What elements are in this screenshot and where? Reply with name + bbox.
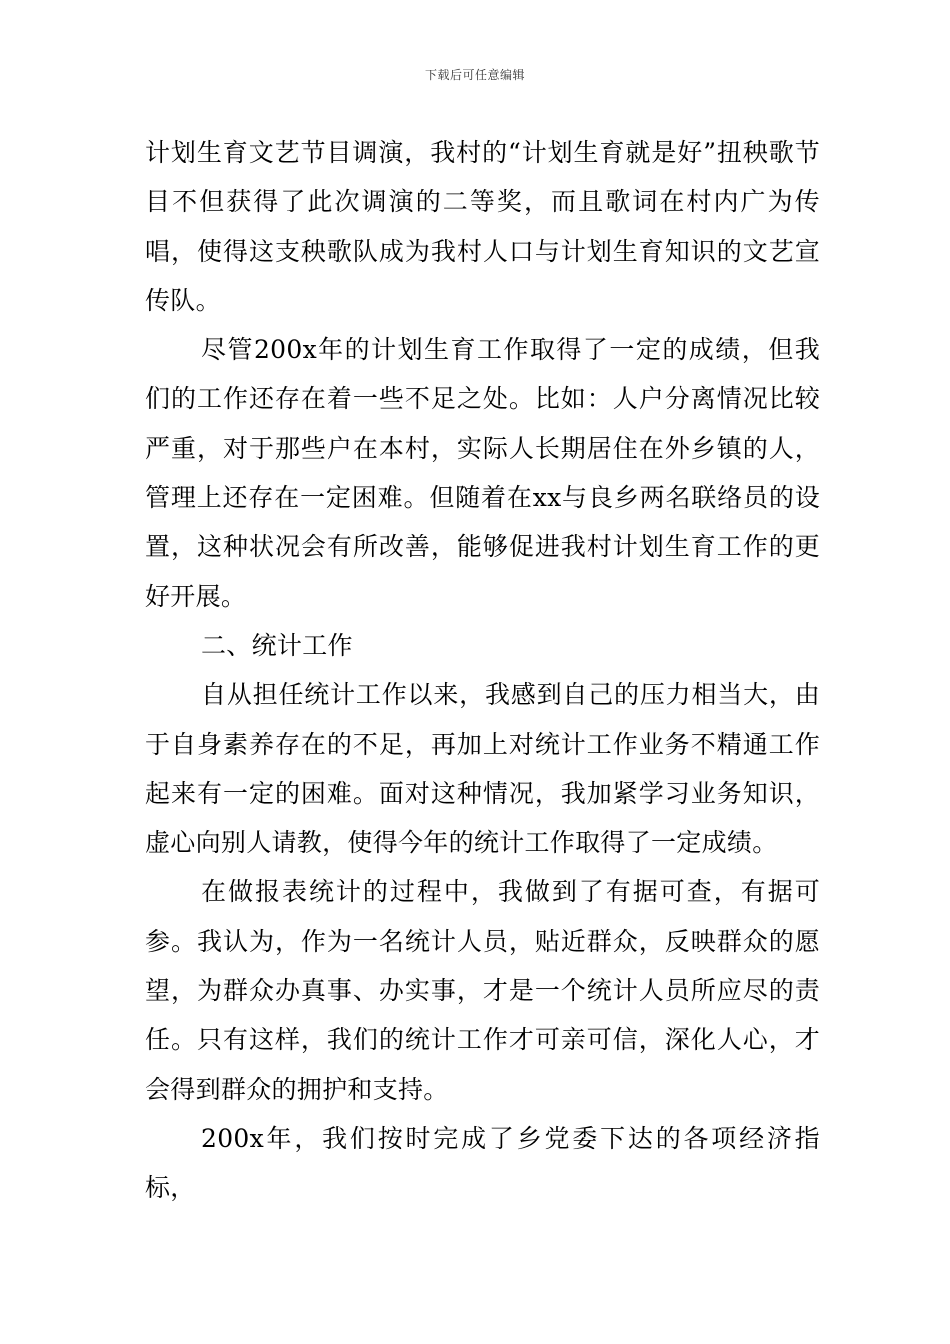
paragraph: 自从担任统计工作以来，我感到自己的压力相当大，由于自身素养存在的不足，再加上对统计工作业务不精通工作起来有一定的困难。面对这种情况，我加紧学习业务知识，虚心向别人请教，使得今年的统计工作取得了一定成绩。 [145,680,820,858]
paragraph: 尽管200x年的计划生育工作取得了一定的成绩，但我们的工作还存在着一些不足之处。比如：人户分离情况比较严重，对于那些户在本村，实际人长期居住在外乡镇的人，管理上还存在一定困难。但随着在xx与良乡两名联络员的设置，这种状况会有所改善，能够促进我村计划生育工作的更好开展。 [145,335,820,611]
document-body [145,128,820,1213]
paragraph: 200x年，我们按时完成了乡党委下达的各项经济指标， [145,1123,820,1203]
paragraph: 在做报表统计的过程中，我做到了有据可查，有据可参。我认为，作为一名统计人员，贴近群众，反映群众的愿望，为群众办真事、办实事，才是一个统计人员所应尽的责任。只有这样，我们的统计工作才可亲可信，深化人心，才会得到群众的拥护和支持。 [145,877,820,1104]
paragraph: 计划生育文艺节目调演，我村的“计划生育就是好”扭秧歌节目不但获得了此次调演的二等奖，而且歌词在村内广为传唱，使得这支秧歌队成为我村人口与计划生育知识的文艺宣传队。 [145,138,820,315]
section-heading: 二、统计工作 [201,630,353,660]
page-header-note: 下载后可任意编辑 [424,68,525,82]
